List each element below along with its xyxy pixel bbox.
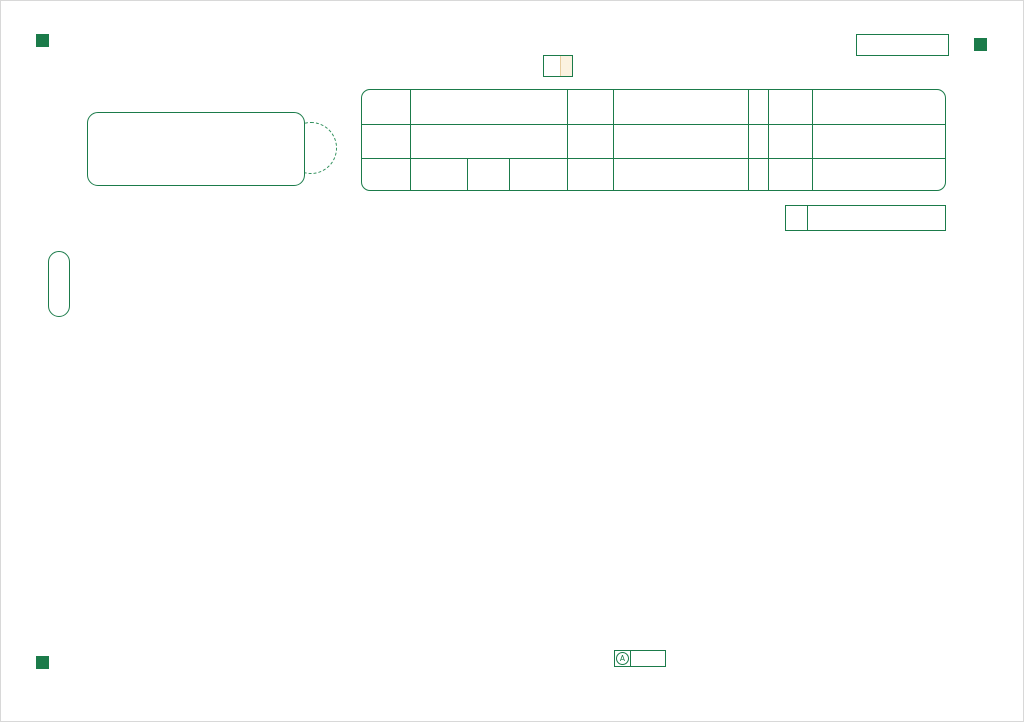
phone-field[interactable] xyxy=(613,124,748,158)
circled-letter-A: A xyxy=(616,652,630,666)
accountant-office-label xyxy=(768,90,812,124)
control-number-label xyxy=(786,206,808,230)
accountant-office-field[interactable] xyxy=(812,90,947,124)
name-field[interactable] xyxy=(613,90,748,124)
address-label xyxy=(362,90,410,124)
submission-copy-label xyxy=(48,251,70,317)
trade-name-label xyxy=(467,158,509,192)
form-title xyxy=(336,53,786,79)
accountant-name-label xyxy=(768,124,812,158)
accountant-name-field[interactable] xyxy=(812,124,947,158)
tax-accountant-label xyxy=(748,90,768,192)
registration-mark-top-left xyxy=(36,34,49,47)
address-field[interactable] xyxy=(410,90,567,124)
registration-mark-top-right xyxy=(974,38,987,51)
registration-mark-bottom-left xyxy=(36,656,49,669)
organization-label xyxy=(567,158,613,192)
machine-read-notice xyxy=(87,112,305,186)
machine-digit-box[interactable] xyxy=(631,651,665,666)
form-code-box xyxy=(856,34,949,56)
year-blank-box[interactable] xyxy=(560,56,572,76)
control-number-field[interactable] xyxy=(808,206,945,230)
profit-loss-title-row xyxy=(297,210,783,238)
industry-field[interactable] xyxy=(410,158,467,192)
organization-field[interactable] xyxy=(613,158,748,192)
accountant-phone-label xyxy=(768,158,812,192)
machine-corner-box xyxy=(614,650,666,667)
business-address-label xyxy=(362,124,410,158)
taxpayer-info-table xyxy=(361,89,946,191)
accountant-phone-field[interactable] xyxy=(812,158,947,192)
business-address-field[interactable] xyxy=(410,124,567,158)
phone-label xyxy=(567,124,613,158)
year-digit xyxy=(544,56,560,76)
trade-name-field[interactable] xyxy=(509,158,567,192)
control-number-box xyxy=(785,205,946,231)
name-label-cell xyxy=(567,90,613,124)
industry-label xyxy=(362,158,410,192)
corner-label-cell xyxy=(615,651,631,666)
year-input-box[interactable] xyxy=(543,55,573,77)
